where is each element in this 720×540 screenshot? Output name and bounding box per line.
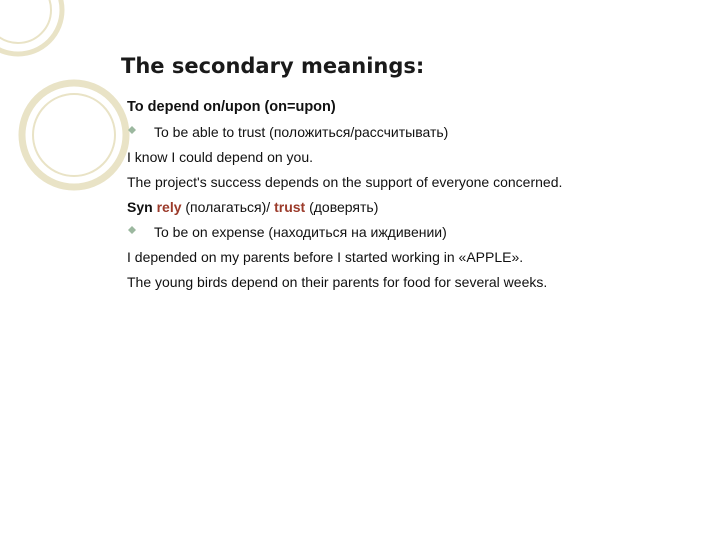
example-sentence: I depended on my parents before I started working in «APPLE». xyxy=(127,249,524,265)
bullet-text: To be on expense (находиться на иждивении) xyxy=(154,224,447,240)
bullet-icon xyxy=(128,226,136,230)
example-sentence: The project's success depends on the support of everyone concerned. xyxy=(127,174,563,190)
bullet-item-expense xyxy=(127,220,707,245)
example-sentence: I know I could depend on you. xyxy=(127,149,314,165)
slide-title: The secondary meanings: xyxy=(121,54,425,78)
bullet-item-trust xyxy=(127,120,707,145)
example-sentence: The young birds depend on their parents for food for several weeks. xyxy=(127,274,548,290)
synonym-gloss: (доверять) xyxy=(309,199,379,215)
term-heading: To depend on/upon (on=upon) xyxy=(127,99,336,115)
bullet-text: To be able to trust (положиться/рассчитывать) xyxy=(154,124,449,140)
slide-content xyxy=(127,95,707,295)
synonym-trust: trust xyxy=(274,199,306,215)
synonym-gloss: (полагаться)/ xyxy=(185,199,271,215)
synonyms-line xyxy=(127,195,707,220)
synonym-rely: rely xyxy=(156,199,182,215)
synonyms-label: Syn xyxy=(127,199,153,215)
bullet-icon xyxy=(128,126,136,130)
